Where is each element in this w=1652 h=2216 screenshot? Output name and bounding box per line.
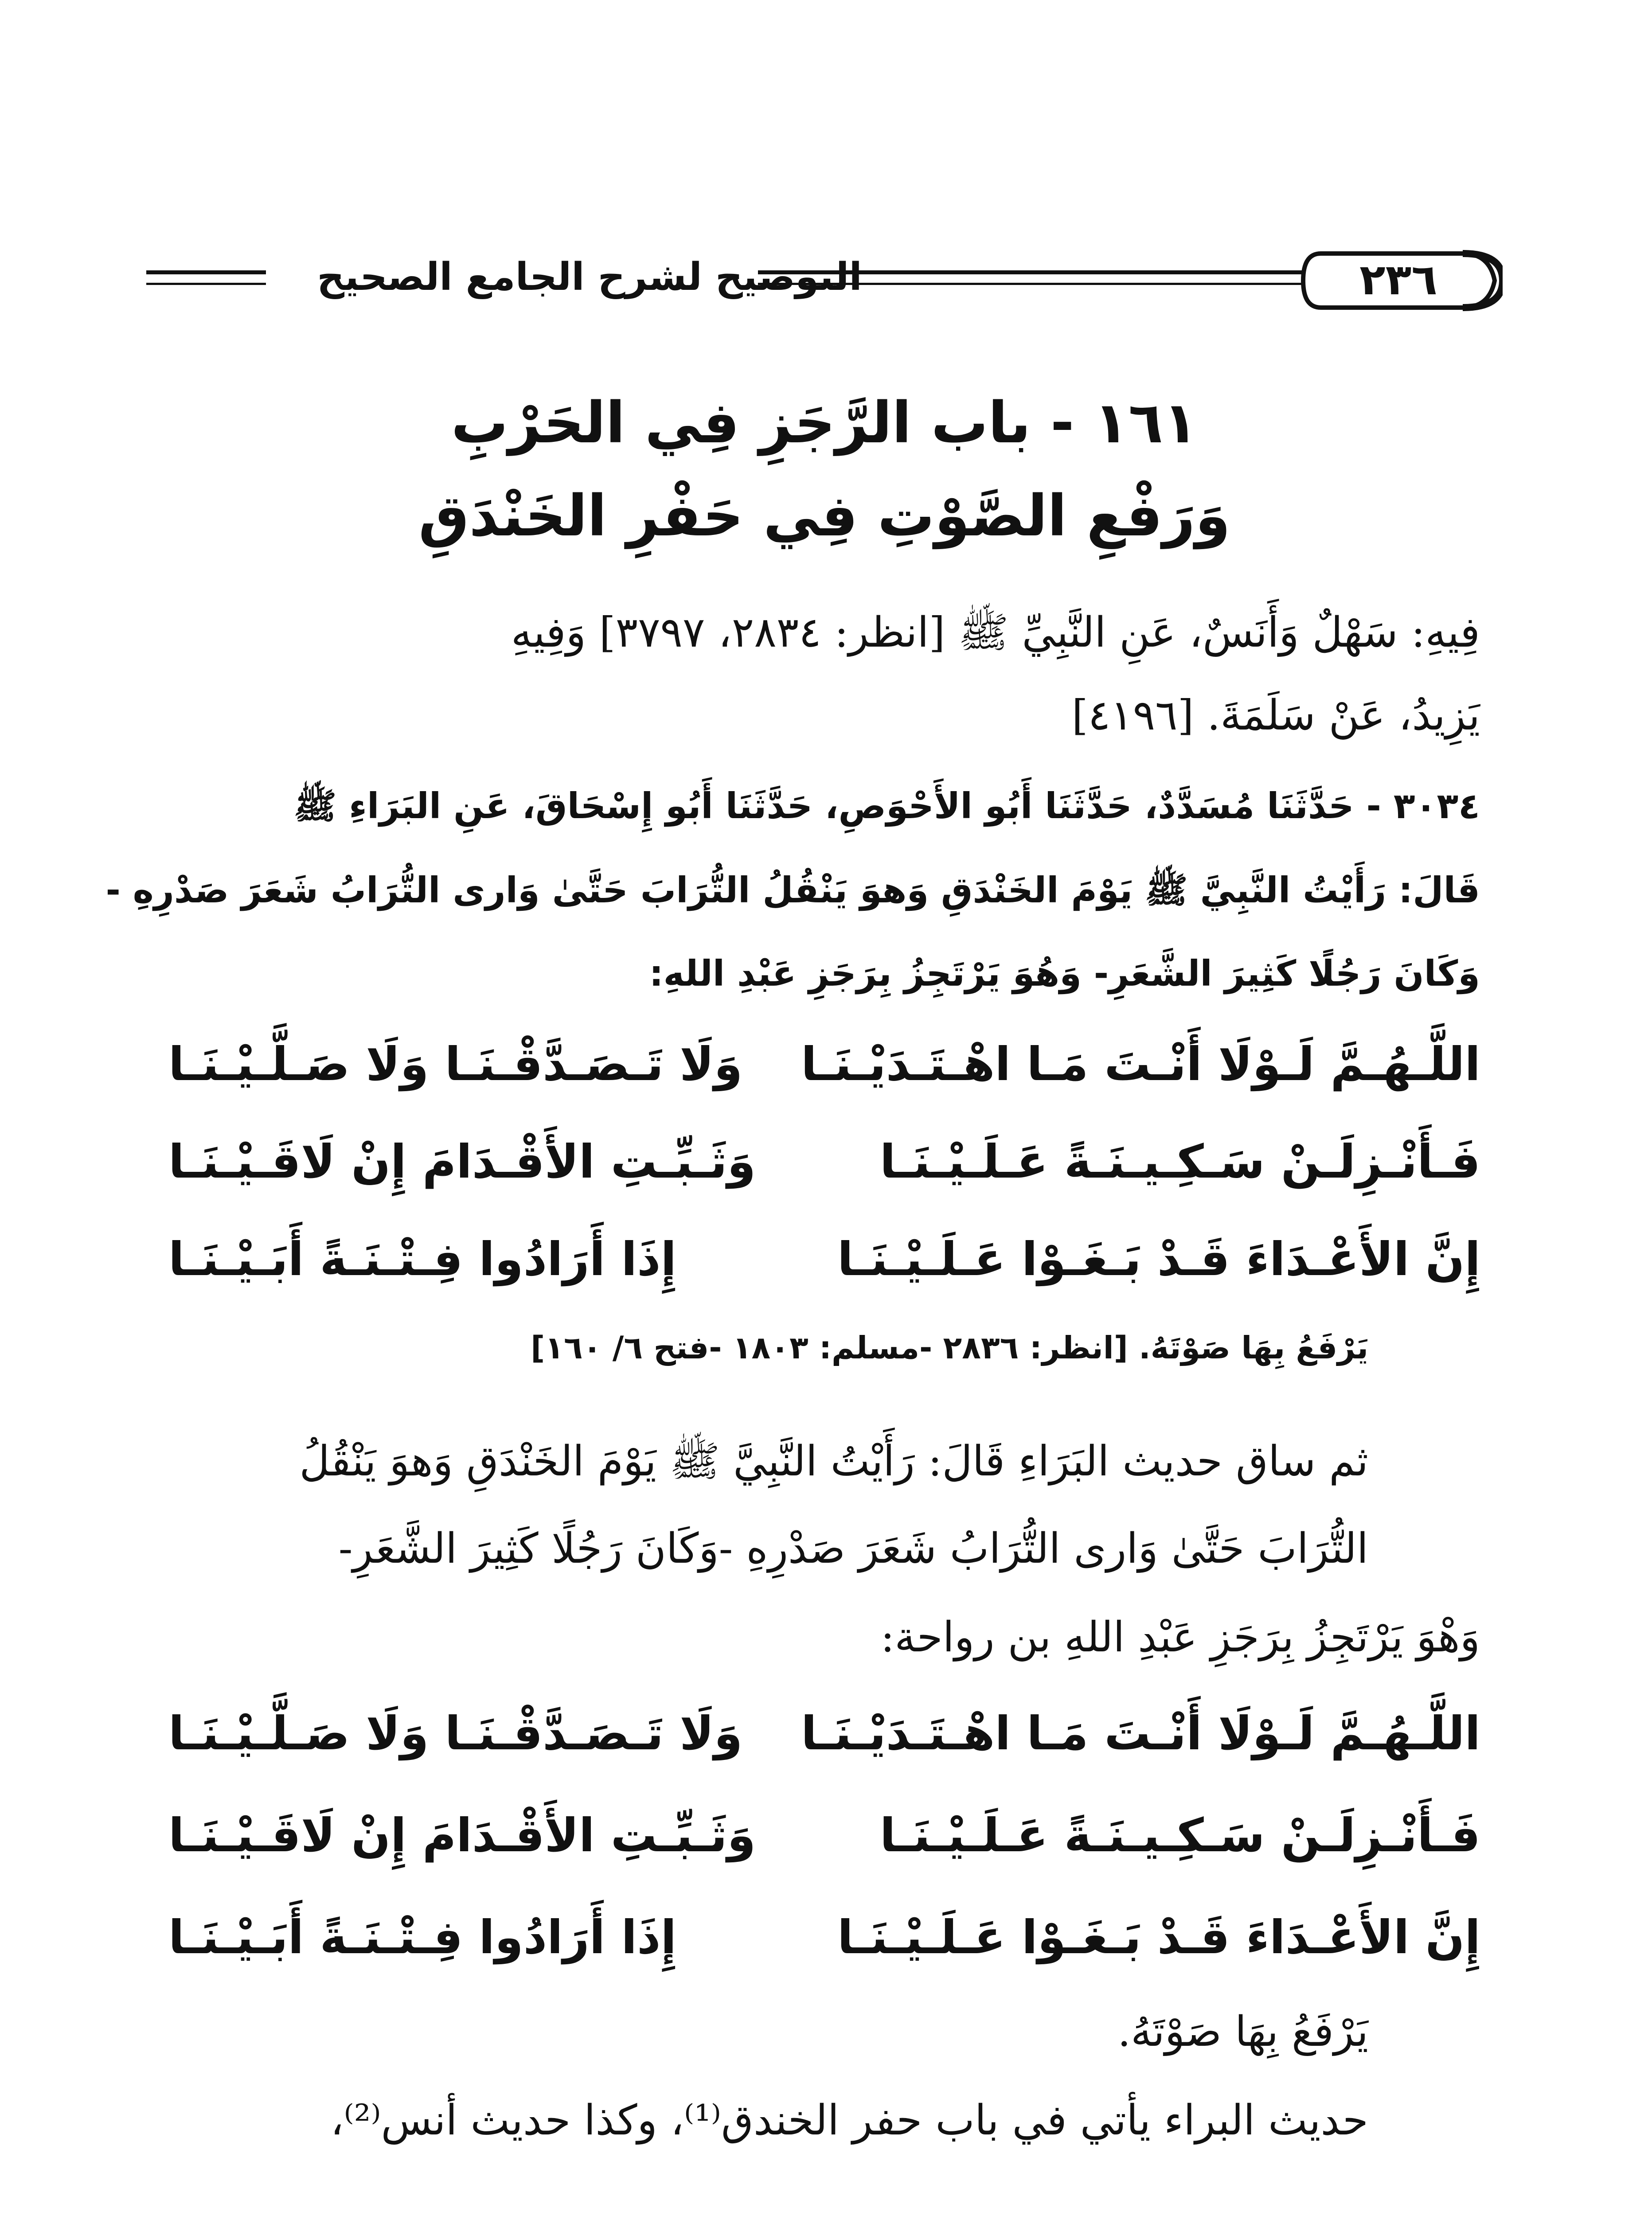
verse-first-hemistich: فَـأَنْـزِلَـنْ سَـكِـيـنَـةً عَـلَـيْـنَـا bbox=[879, 1135, 1480, 1189]
page-number: ٢٣٦ bbox=[1359, 255, 1437, 304]
verse-second-hemistich: وَلَا تَـصَـدَّقْـنَـا وَلَا صَـلَّـيْـنَـا bbox=[168, 1037, 743, 1091]
poem-verse bbox=[168, 1706, 1480, 1773]
poem-verse bbox=[168, 1232, 1480, 1299]
running-header bbox=[146, 239, 1503, 319]
header-rule-right-bottom bbox=[758, 283, 1303, 285]
closing-line: حديث البراء يأتي في باب حفر الخندق⁽¹⁾، وكذا حديث أنس⁽²⁾، bbox=[330, 2096, 1368, 2145]
poem-verse bbox=[168, 1808, 1480, 1875]
header-rule-right-top bbox=[758, 270, 1303, 274]
hadith-line-2: قَالَ: رَأَيْتُ النَّبِيَّ ﷺ يَوْمَ الخَنْدَقِ وَهوَ يَنْقُلُ التُّرَابَ حَتَّىٰ وَارى التُّرَابُ شَعَرَ صَدْرِهِ - bbox=[105, 870, 1480, 911]
commentary-end: يَرْفَعُ بِهَا صَوْتَهُ. bbox=[1117, 2008, 1368, 2056]
header-rule-left-top bbox=[146, 270, 266, 274]
intro-line-2: يَزِيدُ، عَنْ سَلَمَةَ. [٤١٩٦] bbox=[1072, 691, 1480, 740]
commentary-line-1: ثم ساق حديث البَرَاءِ قَالَ: رَأَيْتُ النَّبِيَّ ﷺ يَوْمَ الخَنْدَقِ وَهوَ يَنْقُلُ bbox=[299, 1437, 1368, 1486]
chapter-title-line1: ١٦١ - باب الرَّجَزِ فِي الحَرْبِ bbox=[451, 390, 1198, 456]
verse-second-hemistich: وَثَـبِّـتِ الأَقْـدَامَ إِنْ لَاقَـيْـنَـا bbox=[168, 1808, 756, 1862]
chapter-title-line2: وَرَفْعِ الصَّوْتِ فِي حَفْرِ الخَنْدَقِ bbox=[418, 483, 1230, 549]
book-title: التوضيح لشرح الجامع الصحيح bbox=[317, 255, 862, 299]
hadith-reference: يَرْفَعُ بِهَا صَوْتَهُ. [انظر: ٢٨٣٦ -مسلم: ١٨٠٣ -فتح ٦/ ١٦٠] bbox=[531, 1330, 1368, 1366]
page-number-badge bbox=[1294, 247, 1503, 314]
poem-verse bbox=[168, 1037, 1480, 1104]
verse-first-hemistich: اللَّـهُـمَّ لَـوْلَا أَنْـتَ مَـا اهْـتَـدَيْـنَـا bbox=[801, 1706, 1480, 1760]
poem-verse bbox=[168, 1910, 1480, 1977]
verse-second-hemistich: إِذَا أَرَادُوا فِـتْـنَـةً أَبَـيْـنَـا bbox=[168, 1232, 677, 1286]
commentary-line-2: التُّرَابَ حَتَّىٰ وَارى التُّرَابُ شَعَرَ صَدْرِهِ -وَكَانَ رَجُلًا كَثِيرَ الشَّعَرِ- bbox=[338, 1525, 1368, 1573]
poem-verse bbox=[168, 1135, 1480, 1201]
hadith-line-3: وَكَانَ رَجُلًا كَثِيرَ الشَّعَرِ- وَهُوَ يَرْتَجِزُ بِرَجَزِ عَبْدِ اللهِ: bbox=[649, 953, 1480, 994]
hadith-line-1: ٣٠٣٤ - حَدَّثَنَا مُسَدَّدٌ، حَدَّثَنَا أَبُو الأَحْوَصِ، حَدَّثَنَا أَبُو إِسْحَاقَ، عَنِ البَرَاءِ ﷺ bbox=[293, 785, 1480, 827]
verse-second-hemistich: وَلَا تَـصَـدَّقْـنَـا وَلَا صَـلَّـيْـنَـا bbox=[168, 1706, 743, 1760]
header-rule-left-bottom bbox=[146, 283, 266, 285]
verse-second-hemistich: إِذَا أَرَادُوا فِـتْـنَـةً أَبَـيْـنَـا bbox=[168, 1910, 677, 1964]
verse-second-hemistich: وَثَـبِّـتِ الأَقْـدَامَ إِنْ لَاقَـيْـنَـا bbox=[168, 1135, 756, 1189]
intro-line-1: فِيهِ: سَهْلٌ وَأَنَسٌ، عَنِ النَّبِيِّ ﷺ [انظر: ٢٨٣٤، ٣٧٩٧] وَفِيهِ bbox=[511, 609, 1480, 657]
commentary-line-3: وَهْوَ يَرْتَجِزُ بِرَجَزِ عَبْدِ اللهِ بن رواحة: bbox=[880, 1613, 1480, 1662]
verse-first-hemistich: فَـأَنْـزِلَـنْ سَـكِـيـنَـةً عَـلَـيْـنَـا bbox=[879, 1808, 1480, 1862]
verse-first-hemistich: اللَّـهُـمَّ لَـوْلَا أَنْـتَ مَـا اهْـتَـدَيْـنَـا bbox=[801, 1037, 1480, 1091]
verse-first-hemistich: إِنَّ الأَعْـدَاءَ قَـدْ بَـغَـوْا عَـلَـيْـنَـا bbox=[837, 1910, 1480, 1964]
verse-first-hemistich: إِنَّ الأَعْـدَاءَ قَـدْ بَـغَـوْا عَـلَـيْـنَـا bbox=[837, 1232, 1480, 1286]
